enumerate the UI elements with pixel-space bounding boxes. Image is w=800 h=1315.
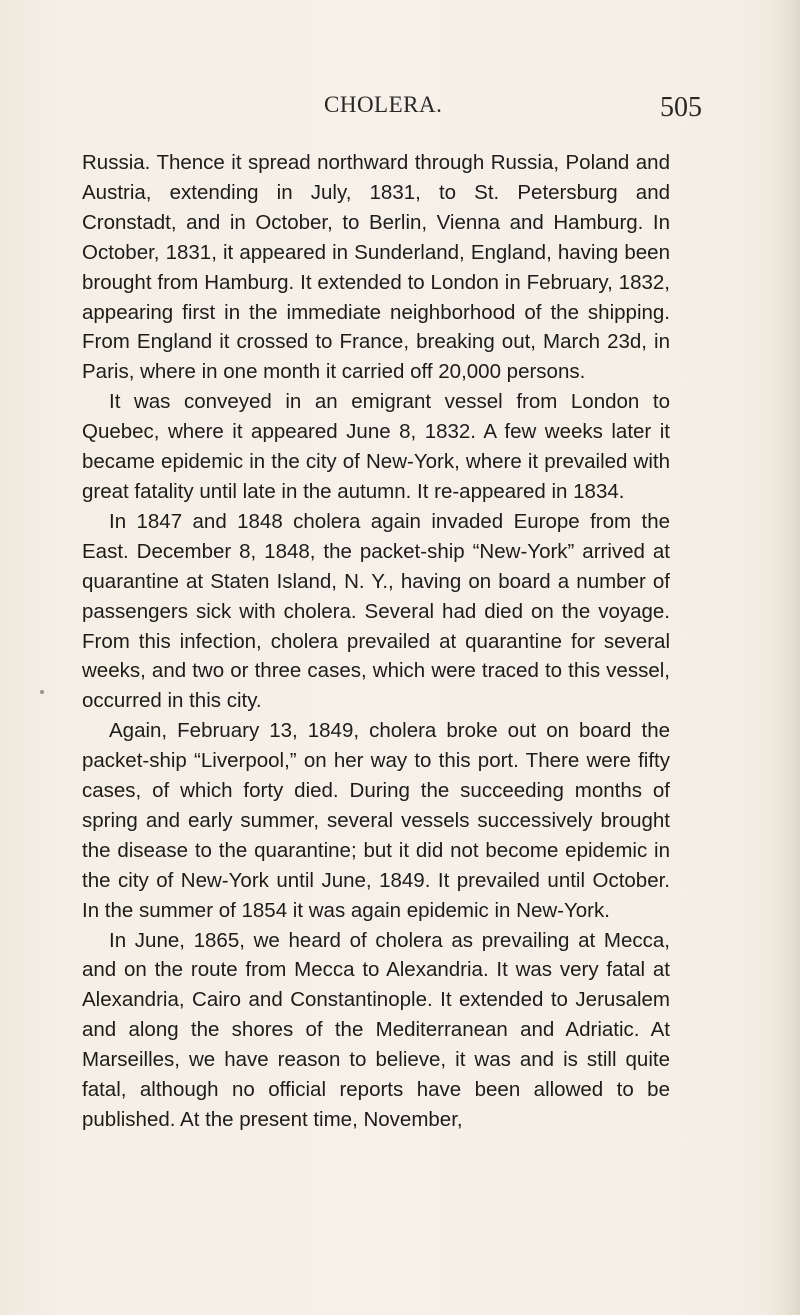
page-edge-shadow: [772, 0, 800, 1315]
running-head: [0, 92, 800, 132]
running-title: CHOLERA.: [324, 92, 443, 117]
page-number: 505: [660, 92, 702, 123]
paper-speck: [40, 690, 44, 694]
paragraph-3: In 1847 and 1848 cholera again invaded Europe from the East. December 8, 1848, the packet-ship “New-York” arrived at quarantine at Staten Island, N. Y., having on board a number of passengers sick with cholera. Several had died on the voyage. From this infection, cholera prevailed at quarantine for several weeks, and two or three cases, which were traced to this vessel, occurred in this city.: [82, 509, 670, 713]
body-text: [82, 148, 670, 1135]
paragraph-5: In June, 1865, we heard of cholera as prevailing at Mecca, and on the route from Mecca to Alexandria. It was very fatal at Alexandria, Cairo and Constantinople. It extended to Jerusalem and along the shores of the Mediterranean and Adriatic. At Marseilles, we have reason to believe, it was and is still quite fatal, although no official reports have been allowed to be published. At the present time, November,: [82, 928, 670, 1131]
paragraph-1: Russia. Thence it spread northward through Russia, Poland and Austria, extending in July, 1831, to St. Petersburg and Cronstadt, and in October, to Berlin, Vienna and Hamburg. In October, 1831, it appeared in Sunderland, England, having been brought from Hamburg. It extended to London in February, 1832, appearing first in the immediate neighborhood of the shipping. From England it crossed to France, breaking out, March 23d, in Paris, where in one month it carried off 20,000 persons.: [82, 151, 670, 384]
paragraph-4: Again, February 13, 1849, cholera broke out on board the packet-ship “Liverpool,” on her way to this port. There were fifty cases, of which forty died. During the succeeding months of spring and early summer, several vessels successively brought the disease to the quarantine; but it did not become epidemic in the city of New-York until June, 1849. It prevailed until October. In the summer of 1854 it was again epidemic in New-York.: [82, 719, 670, 922]
paragraph-2: It was conveyed in an emigrant vessel from London to Quebec, where it appeared June 8, 1832. A few weeks later it became epidemic in the city of New-York, where it prevailed with great fatality until late in the autumn. It re-appeared in 1834.: [82, 390, 670, 503]
